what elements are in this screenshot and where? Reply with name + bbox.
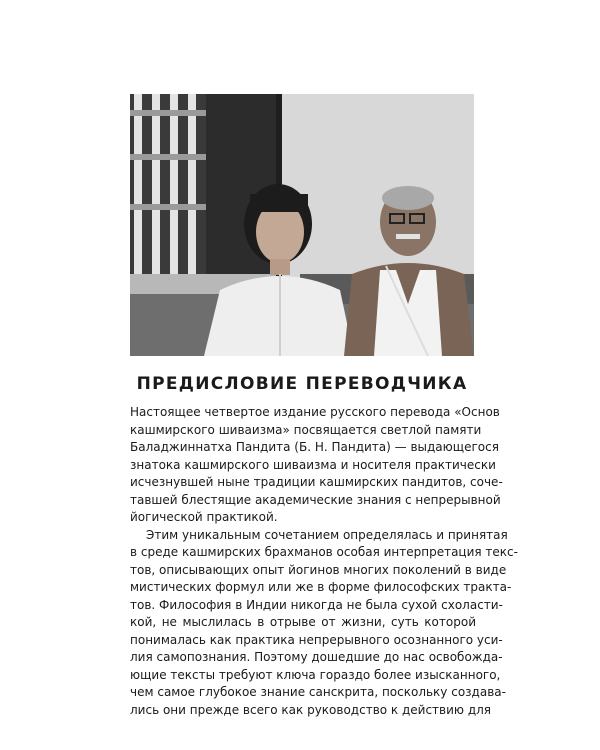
text-line: исчезнувшей ныне традиции кашмирских пандитов, соче- xyxy=(130,475,503,489)
text-line: в среде кашмирских брахманов особая интерпретация текс- xyxy=(130,545,518,559)
text-line: лия самопознания. Поэтому дошедшие до нас освобожда- xyxy=(130,650,503,664)
text-line: чем самое глубокое знание санскрита, поскольку создава- xyxy=(130,685,506,699)
text-line: понималась как практика непрерывного осознанного уси- xyxy=(130,632,503,647)
paragraph-1 xyxy=(130,404,503,527)
text-line: ющие тексты требуют ключа гораздо более изысканного, xyxy=(130,667,501,682)
text-line: Настоящее четвертое издание русского перевода «Основ xyxy=(130,405,500,419)
text-line: знатока кашмирского шиваизма и носителя практически xyxy=(130,457,496,472)
text-line: лись они прежде всего как руководство к действию для xyxy=(130,702,492,717)
text-line: Этим уникальным сочетанием определялась и принятая xyxy=(146,527,508,542)
text-line: тавшей блестящие академические знания с непрерывной xyxy=(130,492,501,507)
text-line: тов, описывающих опыт йогинов многих поколений в виде xyxy=(130,562,507,577)
paragraph-2 xyxy=(130,527,518,720)
text-line: тов. Философия в Индии никогда не была сухой схоласти- xyxy=(130,597,503,612)
photo-icon xyxy=(130,94,474,356)
text-line: Баладжиннатха Пандита (Б. Н. Пандита) — выдающегося xyxy=(130,440,499,454)
text-line: йогической практикой. xyxy=(130,510,278,524)
text-line: мистических формул или же в форме философских трактa- xyxy=(130,580,512,594)
frontispiece-photo xyxy=(130,94,474,356)
body-text xyxy=(130,404,518,719)
text-line: кашмирского шиваизма» посвящается светлой памяти xyxy=(130,422,482,437)
text-line: кой, не мыслилась в отрыве от жизни, суть которой xyxy=(130,615,476,629)
chapter-heading: ПРЕДИСЛОВИЕ ПЕРЕВОДЧИКА xyxy=(136,374,468,394)
